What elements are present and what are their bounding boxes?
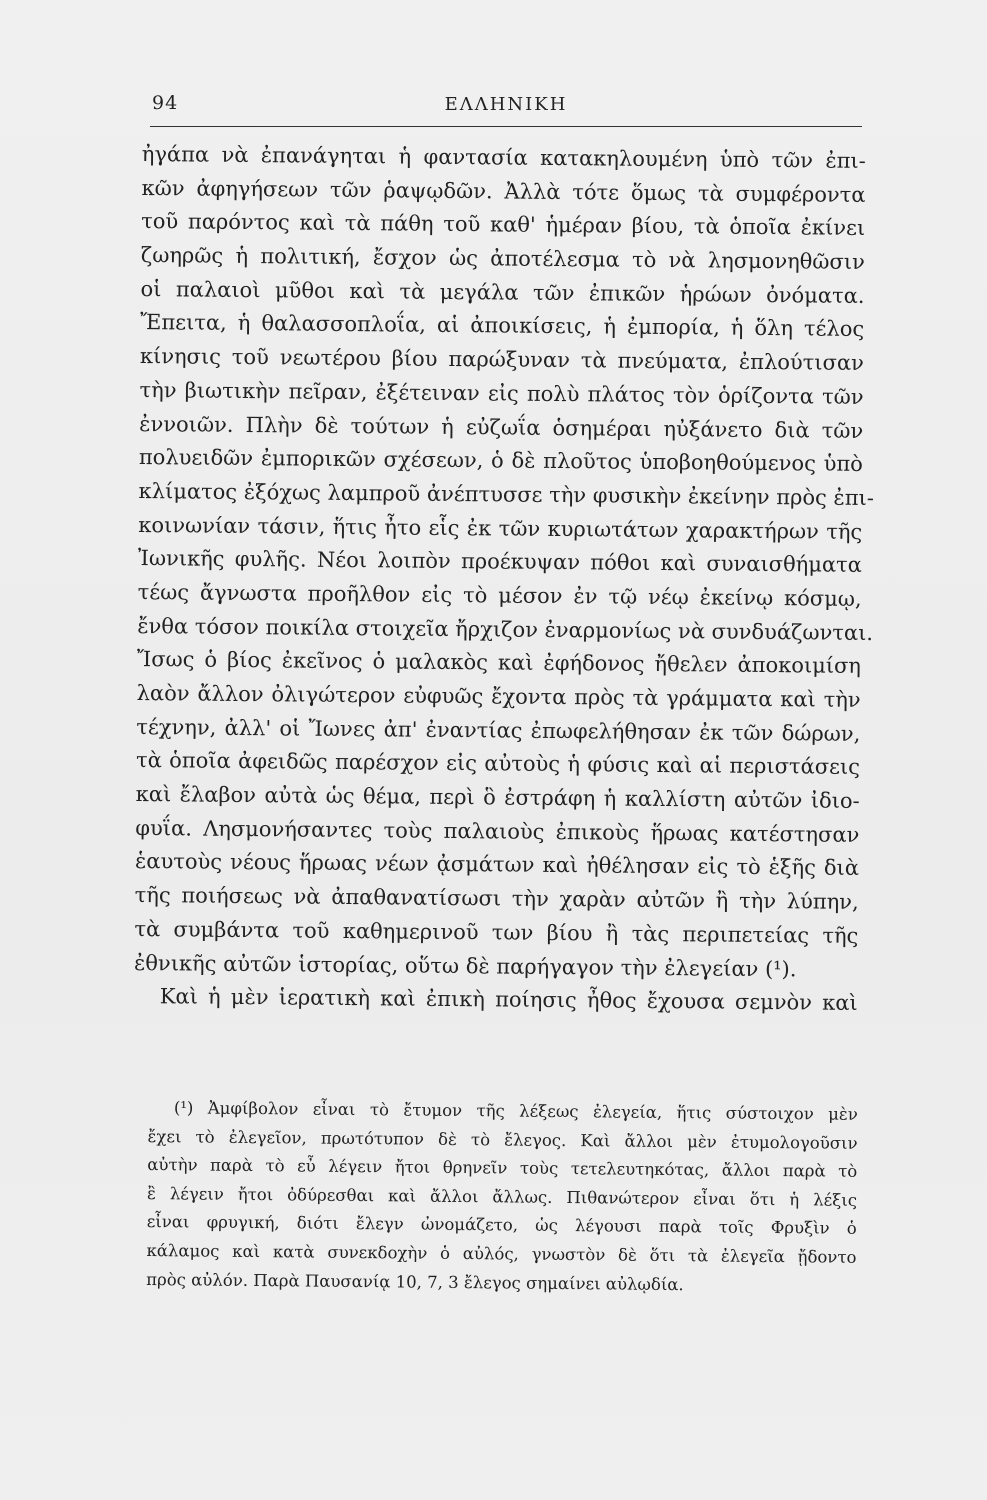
text-line: πολυειδῶν ἐμπορικῶν σχέσεων, ὁ δὲ πλοῦτος ὑποβοηθούμενος ὑπὸ (138, 445, 864, 477)
text-line: Ἔπειτα, ἡ θαλασσοπλοΐα, αἱ ἀποικίσεις, ἡ ἐμπορία, ἡ ὅλη τέλος (140, 310, 865, 342)
footnote-line: πρὸς αὐλόν. Παρὰ Παυσανίᾳ 10, 7, 3 ἔλεγος σημαίνει αὐλῳδία. (146, 1269, 684, 1294)
text-line: ἔνθα τόσον ποικίλα στοιχεῖα ἤρχιζον ἐναρμονίως νὰ συνδυάζωνται. (137, 613, 874, 645)
text-line: τὴν βιωτικὴν πεῖραν, ἐξέτειναν εἰς πολὺ πλάτος τὸν ὁρίζοντα τῶν (139, 377, 864, 409)
text-line: κῶν ἀφηγήσεων τῶν ῥαψῳδῶν. Ἀλλὰ τότε ὅμως τὰ συμφέροντα (141, 175, 866, 207)
text-line: καὶ ἔλαβον αὐτὰ ὡς θέμα, περὶ ὃ ἐστράφη ἡ καλλίστη αὐτῶν ἰδιο- (135, 782, 860, 813)
page-number: 94 (152, 92, 179, 114)
footnote-line: εἶναι φρυγική, διότι ἔλεγν ὠνομάζετο, ὡς λέγουσι παρὰ τοῖς Φρυξὶν ὁ (146, 1212, 857, 1239)
text-line: τέχνην, ἀλλ' οἱ Ἴωνες ἀπ' ἐναντίας ἐπωφελήθησαν ἐκ τῶν δώρων, (136, 714, 861, 746)
text-line: Καὶ ἡ μὲν ἱερατικὴ καὶ ἐπικὴ ποίησις ἦθος ἔχουσα σεμνὸν καὶ (159, 984, 858, 1016)
text-line: ἐθνικῆς αὐτῶν ἱστορίας, οὕτω δὲ παρήγαγον τὴν ἐλεγείαν (¹). (133, 950, 797, 981)
text-line: ἐννοιῶν. Πλὴν δὲ τούτων ἡ εὐζωΐα ὁσημέραι ηὐξάνετο διὰ τῶν (139, 411, 864, 443)
header-rule (150, 126, 862, 127)
footnote-line: κάλαμος καὶ κατὰ συνεκδοχὴν ὁ αὐλός, γνωστὸν δὲ ὅτι τὰ ἐλεγεῖα ᾔδοντο (146, 1240, 857, 1267)
text-line: τοῦ παρόντος καὶ τὰ πάθη τοῦ καθ' ἡμέραν βίου, τὰ ὁποῖα ἐκίνει (141, 209, 866, 241)
text-line: τὰ συμβάντα τοῦ καθημερινοῦ των βίου ἢ τὰς περιπετείας τῆς (134, 916, 859, 948)
text-line: Ἰωνικῆς φυλῆς. Νέοι λοιπὸν προέκυψαν πόθοι καὶ συναισθήματα (137, 546, 863, 578)
text-line: οἱ παλαιοὶ μῦθοι καὶ τὰ μεγάλα τῶν ἐπικῶν ἡρώων ὀνόματα. (140, 276, 865, 308)
text-line: ἠγάπα νὰ ἐπανάγηται ἡ φαντασία κατακηλουμένη ὑπὸ τῶν ἐπι- (141, 141, 866, 173)
text-line: φυΐα. Λησμονήσαντες τοὺς παλαιοὺς ἐπικοὺς ἥρωας κατέστησαν (135, 815, 860, 847)
text-line: τέως ἄγνωστα προῆλθον εἰς τὸ μέσον ἐν τῷ νέῳ ἐκείνῳ κόσμῳ, (137, 579, 862, 611)
page-header (150, 92, 862, 124)
footnote-block (146, 1094, 858, 1301)
text-line: Ἴσως ὁ βίος ἐκεῖνος ὁ μαλακὸς καὶ ἐφήδονος ἤθελεν ἀποκοιμίση (136, 647, 862, 679)
text-line: τὰ ὁποῖα ἀφειδῶς παρέσχον εἰς αὐτοὺς ἡ φύσις καὶ αἱ περιστάσεις (135, 748, 861, 780)
text-line: ἑαυτοὺς νέους ἥρωας νέων ᾀσμάτων καὶ ἠθέλησαν εἰς τὸ ἑξῆς διὰ (134, 849, 860, 881)
text-line: κίνησις τοῦ νεωτέρου βίου παρώξυναν τὰ πνεύματα, ἐπλούτισαν (139, 344, 864, 376)
text-line: τῆς ποιήσεως νὰ ἀπαθανατίσωσι τὴν χαρὰν αὐτῶν ἢ τὴν λύπην, (134, 883, 859, 915)
footnote-line: ἔχει τὸ ἐλεγεῖον, πρωτότυπον δὲ τὸ ἔλεγος. Καὶ ἄλλοι μὲν ἐτυμολογοῦσιν (147, 1126, 858, 1153)
footnote-line: ἒ λέγειν ἤτοι ὀδύρεσθαι καὶ ἄλλοι ἄλλως. Πιθανώτερον εἶναι ὅτι ἡ λέξις (146, 1183, 858, 1210)
footnote-line: αὐτὴν παρὰ τὸ εὖ λέγειν ἤτοι θρηνεῖν τοὺς τετελευτηκότας, ἄλλοι παρὰ τὸ (147, 1155, 858, 1181)
footnote-line: (¹) Ἀμφίβολον εἶναι τὸ ἔτυμον τῆς λέξεως ἐλεγεία, ἥτις σύστοιχον μὲν (173, 1098, 858, 1124)
text-line: λαὸν ἄλλον ὀλιγώτερον εὐφυῶς ἔχοντα πρὸς τὰ γράμματα καὶ τὴν (136, 680, 861, 712)
text-line: κοινωνίαν τάσιν, ἥτις ἦτο εἷς ἐκ τῶν κυριωτάτων χαρακτήρων τῆς (138, 512, 863, 544)
main-text (133, 138, 875, 1021)
text-line: ζωηρῶς ἡ πολιτική, ἔσχον ὡς ἀποτέλεσμα τὸ νὰ λησμονηθῶσιν (140, 243, 865, 275)
text-line: κλίματος ἐξόχως λαμπροῦ ἀνέπτυσσε τὴν φυσικὴν ἐκείνην πρὸς ἐπι- (138, 478, 875, 510)
running-title: ΕΛΛΗΝΙΚΗ (444, 94, 568, 115)
